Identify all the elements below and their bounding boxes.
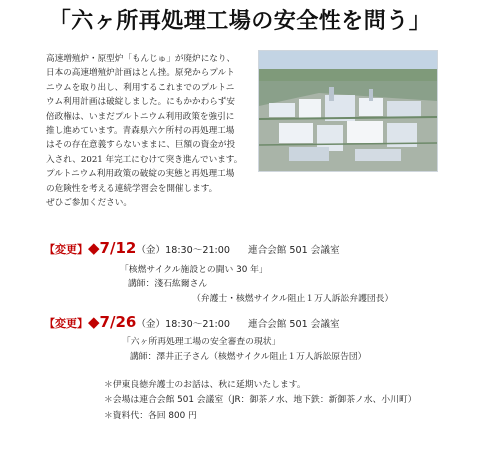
notes bbox=[104, 378, 417, 424]
event-1-affiliation: （弁護士・核燃サイクル阻止１万人訴訟弁護団長） bbox=[192, 294, 394, 304]
intro-line: の危険性を考える連続学習会を開催します。 bbox=[46, 183, 218, 194]
event-venue: 連合会館 501 会議室 bbox=[248, 245, 340, 256]
intro-line: ウム利用計画は破綻しました。にもかかわらず安 bbox=[46, 97, 235, 108]
note-item: ＊伊東良徳弁護士のお話は、秋に延期いたします。 bbox=[104, 380, 306, 390]
change-tag: 【変更】 bbox=[44, 243, 88, 256]
intro-text bbox=[46, 52, 256, 210]
intro-line: 倍政権は、いまだプルトニウム利用政策を強引に bbox=[46, 111, 235, 122]
intro-line: プルトニウム利用政策の破綻の実態と再処理工場 bbox=[46, 169, 235, 180]
intro-line: 推し進めています。青森県六ケ所村の再処理工場 bbox=[46, 126, 235, 137]
intro-line: 入され、2021 年完工にむけて突き進んでいます。 bbox=[46, 154, 243, 165]
plant-aerial-illustration bbox=[259, 51, 437, 171]
event-time: （金）18:30～21:00 bbox=[136, 245, 230, 256]
event-1-header bbox=[44, 239, 340, 257]
event-2-header bbox=[44, 313, 340, 331]
event-date: ◆7/26 bbox=[88, 313, 137, 331]
note-item: ＊会場は連合会館 501 会議室（JR：御茶ノ水、地下鉄：新御茶ノ水、小川町） bbox=[104, 395, 417, 406]
event-2-speaker: 講師：澤井正子さん（核燃サイクル阻止１万人訴訟原告団） bbox=[130, 352, 367, 362]
event-1-talk-title: 「核燃サイクル施設との闘い 30 年」 bbox=[120, 265, 268, 275]
intro-line: ぜひご参加ください。 bbox=[46, 198, 132, 209]
intro-line: 高速増殖炉・原型炉「もんじゅ」が廃炉になり、 bbox=[46, 54, 236, 64]
event-2-talk-title: 「六ヶ所再処理工場の安全審査の現状」 bbox=[122, 337, 281, 347]
intro-line: ニウムを取り出し、利用するこれまでのプルトニ bbox=[46, 82, 235, 93]
page-title: 「六ヶ所再処理工場の安全性を問う」 bbox=[48, 9, 432, 34]
intro-line: 日本の高速増殖炉計画はとん挫。原発からプルト bbox=[46, 68, 235, 79]
note-item: ＊資料代：各回 800 円 bbox=[104, 410, 197, 421]
plant-aerial-photo bbox=[258, 50, 438, 172]
event-date: ◆7/12 bbox=[88, 239, 137, 257]
event-time: （金）18:30～21:00 bbox=[136, 319, 230, 330]
event-1-speaker: 講師：淺石紘爾さん bbox=[128, 279, 208, 289]
event-venue: 連合会館 501 会議室 bbox=[248, 319, 340, 330]
change-tag: 【変更】 bbox=[44, 317, 88, 330]
intro-line: はその存在意義すらないままに、巨額の資金が投 bbox=[46, 140, 236, 151]
